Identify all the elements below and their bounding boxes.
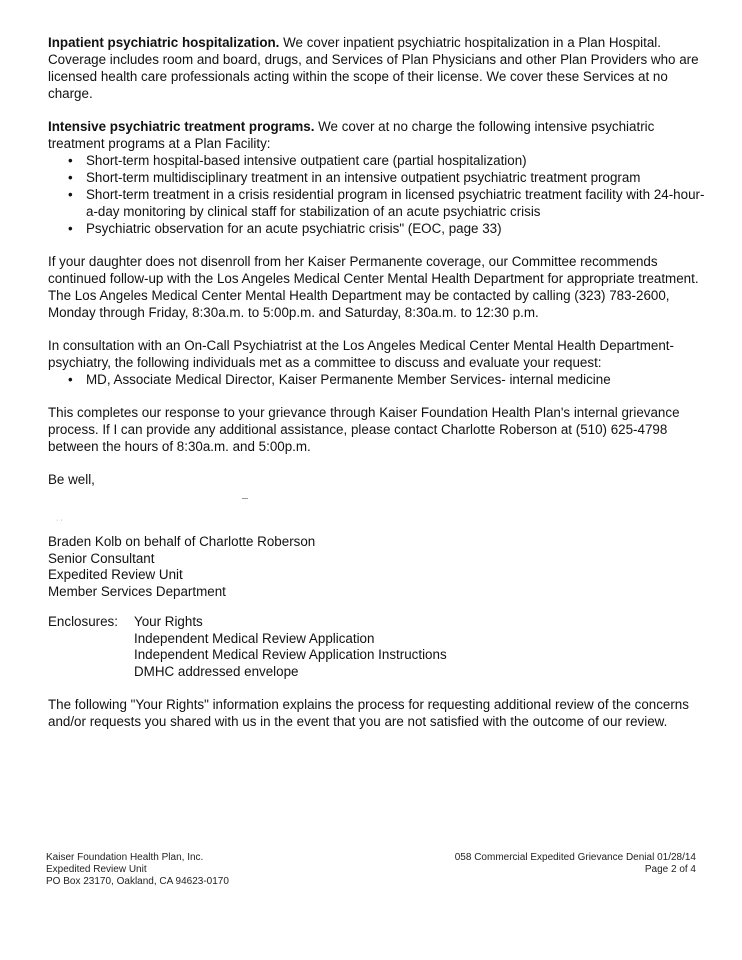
signature-block (48, 534, 708, 600)
list-item: • Psychiatric observation for an acute psychiatric crisis" (EOC, page 33) (68, 220, 708, 237)
completion-paragraph: This completes our response to your grievance through Kaiser Foundation Health Plan's internal grievance process. If I can provide any additional assistance, please contact Charlotte Roberson at (510) 625-4798 between the hours of 8:30a.m. and 5:00p.m. (48, 405, 680, 454)
footer-address: PO Box 23170, Oakland, CA 94623-0170 (46, 876, 229, 887)
footer-unit: Expedited Review Unit (46, 864, 147, 875)
committee-member-list (48, 371, 708, 388)
list-item: • Short-term hospital-based intensive outpatient care (partial hospitalization) (68, 152, 708, 169)
intensive-bullet-list (48, 152, 708, 237)
intensive-paragraph (48, 118, 708, 152)
enclosure-item: Your Rights (134, 614, 203, 629)
consultation-section (48, 337, 708, 388)
enclosures (48, 614, 708, 680)
signer-unit: Expedited Review Unit (48, 567, 183, 582)
signer-name: Braden Kolb on behalf of Charlotte Roberson (48, 534, 316, 549)
your-rights-paragraph: The following "Your Rights" information explains the process for requesting additional review of the concerns and/or requests you shared with us in the event that you are not satisfied with the outcome of our review. (48, 697, 689, 729)
enclosure-item: DMHC addressed envelope (134, 663, 299, 679)
enclosure-item: Independent Medical Review Application Instructions (134, 647, 447, 662)
inpatient-paragraph (48, 34, 708, 102)
signature-mark: · · (56, 517, 63, 524)
footer-page-number: Page 2 of 4 (644, 864, 696, 875)
footer-address-block (46, 852, 229, 888)
enclosures-label: Enclosures: (48, 614, 118, 629)
footer-doc-ref: 058 Commercial Expedited Grievance Denial 01/28/14 (454, 852, 696, 863)
footer-reference-block (455, 852, 696, 876)
signature-mark (242, 498, 248, 499)
inpatient-heading: Inpatient psychiatric hospitalization. (48, 35, 280, 50)
signer-department: Member Services Department (48, 583, 226, 599)
signature-space (48, 488, 708, 534)
inpatient-text: We cover inpatient psychiatric hospitalization in a Plan Hospital. Coverage includes room and board, drugs, and Services of Plan Physicians and other Plan Providers who are licensed health care professionals acting within the scope of their license. We cover these Services at no charge. (48, 35, 699, 101)
intensive-section (48, 118, 708, 237)
list-item: • Short-term treatment in a crisis residential program in licensed psychiatric treatment facility with 24-hour-a-day monitoring by clinical staff for stabilization of an acute psychiatric crisis (68, 186, 708, 220)
signer-title: Senior Consultant (48, 550, 155, 566)
intensive-text: We cover at no charge the following intensive psychiatric treatment programs at a Plan Facility: (48, 119, 655, 151)
consultation-paragraph: In consultation with an On-Call Psychiatrist at the Los Angeles Medical Center Mental Health Department- psychiatry, the following individuals met as a committee to discuss and evaluate your request: (48, 338, 674, 370)
letter-body (48, 34, 708, 730)
followup-paragraph: If your daughter does not disenroll from her Kaiser Permanente coverage, our Committee recommends continued follow-up with the Los Angeles Medical Center Mental Health Department for appropriate treatment. The Los Angeles Medical Center Mental Health Department may be contacted by calling (323) 783-2600, Monday through Friday, 8:30a.m. to 5:00p.m. and Saturday, 8:30a.m. to 12:30 p.m. (48, 254, 699, 320)
list-item: • MD, Associate Medical Director, Kaiser Permanente Member Services- internal medicine (68, 371, 708, 388)
list-item: • Short-term multidisciplinary treatment in an intensive outpatient psychiatric treatment program (68, 169, 708, 186)
enclosure-item: Independent Medical Review Application (134, 630, 375, 646)
intensive-heading: Intensive psychiatric treatment programs. (48, 119, 315, 134)
closing-salutation: Be well, (48, 472, 95, 487)
footer-org: Kaiser Foundation Health Plan, Inc. (46, 852, 204, 863)
